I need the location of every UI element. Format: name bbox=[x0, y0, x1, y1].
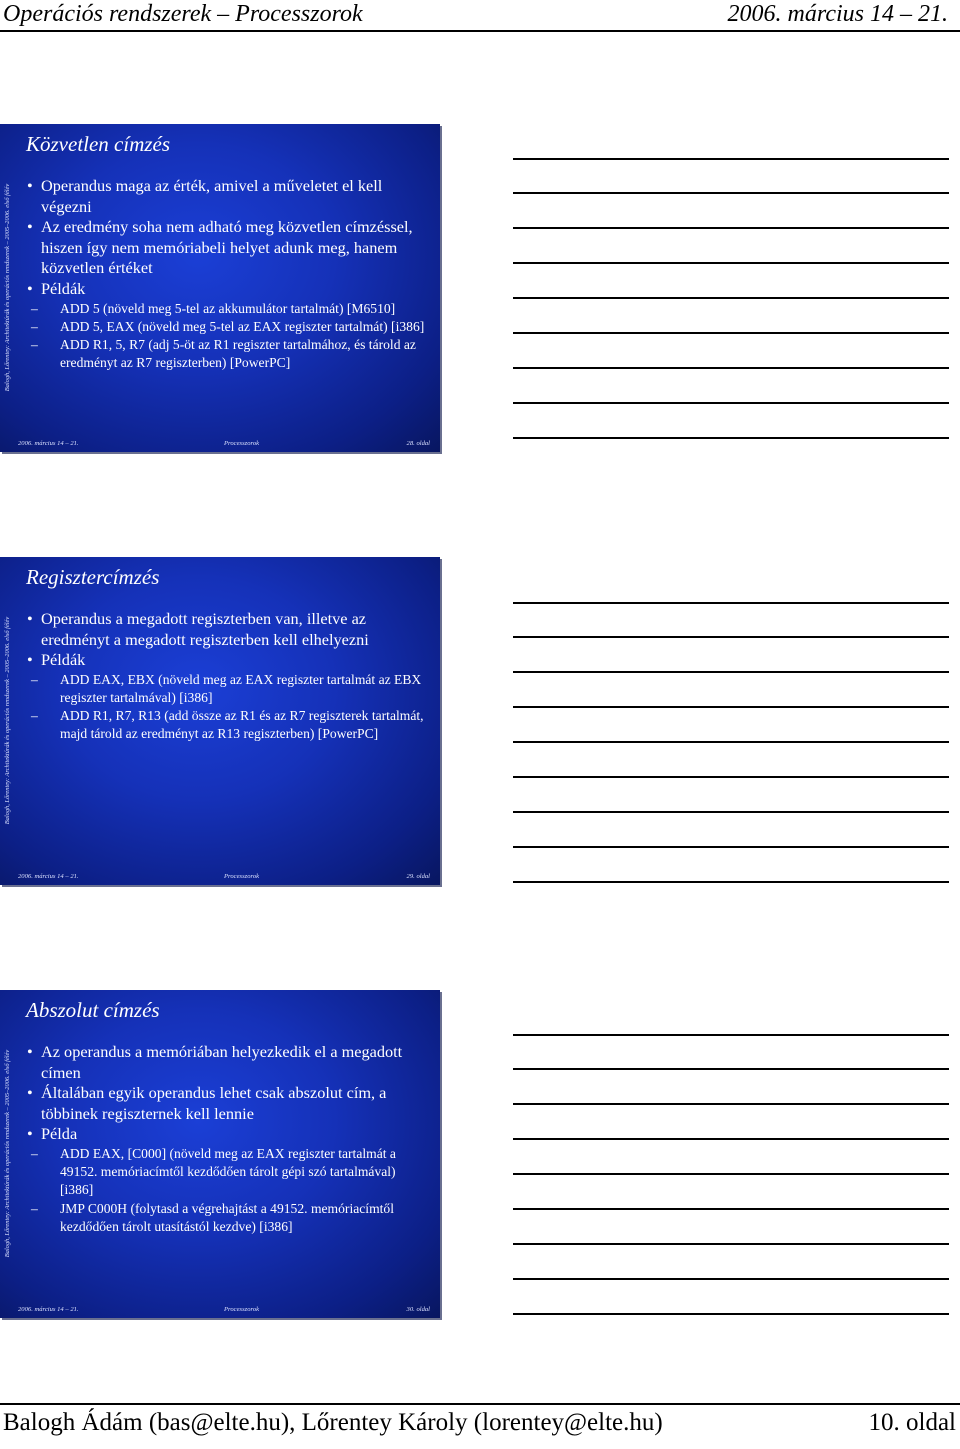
slide-30 bbox=[0, 990, 440, 1318]
slide-sidebar bbox=[2, 567, 14, 873]
slide-footer-page: 29. oldal bbox=[406, 873, 430, 880]
note-line bbox=[513, 332, 949, 334]
note-line bbox=[513, 1278, 949, 1280]
slide-footer-topic: Processzorok bbox=[224, 1306, 260, 1313]
sub-bullet: – ADD R1, R7, R13 (add össze az R1 és az R7 regiszterek tartalmát, majd tárold az eredményt az R13 regiszterben) [PowerPC] bbox=[28, 707, 428, 743]
note-line bbox=[513, 741, 949, 743]
slide-title: Regisztercímzés bbox=[26, 565, 160, 589]
bullet: • Példák bbox=[26, 650, 428, 671]
note-line bbox=[513, 1243, 949, 1245]
bullet: • Operandus maga az érték, amivel a műveletet el kell végezni bbox=[26, 176, 428, 217]
slide-body bbox=[26, 609, 428, 744]
note-line bbox=[513, 227, 949, 229]
sidebar-text: Balogh, Lőrentey: Architektúrák és operációs rendszerek – 2005–2006. első félév bbox=[4, 183, 12, 391]
sidebar-text: Balogh, Lőrentey: Architektúrák és operációs rendszerek – 2005–2006. első félév bbox=[4, 616, 12, 824]
bullet: • Az eredmény soha nem adható meg közvetlen címzéssel, hiszen így nem memóriabeli helyet adunk meg, hanem közvetlen értéket bbox=[26, 217, 428, 279]
note-line bbox=[513, 602, 949, 604]
slide-title: Abszolut címzés bbox=[26, 998, 160, 1022]
bullet: • Példa bbox=[26, 1124, 428, 1145]
slide-body bbox=[26, 176, 428, 372]
bullet: • Az operandus a memóriában helyezkedik el a megadott címen bbox=[26, 1042, 428, 1083]
header-date: 2006. március 14 – 21. bbox=[727, 1, 948, 27]
slide-footer-date: 2006. március 14 – 21. bbox=[18, 1306, 79, 1313]
note-line bbox=[513, 1068, 949, 1070]
sub-bullet: – ADD 5 (növeld meg 5-tel az akkumulátor tartalmát) [M6510] bbox=[28, 300, 428, 318]
slide-body bbox=[26, 1042, 428, 1236]
note-line bbox=[513, 1173, 949, 1175]
note-line bbox=[513, 1138, 949, 1140]
header-divider bbox=[0, 30, 960, 32]
notes-area bbox=[513, 602, 949, 902]
sub-bullet: – ADD EAX, EBX (növeld meg az EAX regiszter tartalmát az EBX regiszter tartalmával) [i386] bbox=[28, 671, 428, 707]
note-line bbox=[513, 636, 949, 638]
footer-divider bbox=[0, 1403, 960, 1405]
footer-page-number: 10. oldal bbox=[868, 1409, 956, 1436]
bullet: • Példák bbox=[26, 279, 428, 300]
sub-bullet: – ADD R1, 5, R7 (adj 5-öt az R1 regiszter tartalmához, és tárold az eredményt az R7 regiszterben) [PowerPC] bbox=[28, 336, 428, 372]
page-header bbox=[0, 0, 960, 30]
notes-area bbox=[513, 158, 949, 458]
note-line bbox=[513, 1103, 949, 1105]
slide-title: Közvetlen címzés bbox=[26, 132, 171, 156]
slide-sidebar bbox=[2, 1000, 14, 1306]
bullet: • Operandus a megadott regiszterben van, illetve az eredményt a megadott regiszterben kell elhelyezni bbox=[26, 609, 428, 650]
slide-footer-page: 28. oldal bbox=[406, 440, 430, 447]
note-line bbox=[513, 811, 949, 813]
slide-footer-topic: Processzorok bbox=[224, 440, 260, 447]
note-line bbox=[513, 846, 949, 848]
slide-footer-page: 30. oldal bbox=[406, 1306, 430, 1313]
note-line bbox=[513, 262, 949, 264]
sub-bullet: – ADD EAX, [C000] (növeld meg az EAX regiszter tartalmát a 49152. memóriacímtől kezdődően tárolt gépi szó tartalmával) [i386] bbox=[28, 1145, 428, 1200]
note-line bbox=[513, 1034, 949, 1036]
note-line bbox=[513, 1208, 949, 1210]
slide-footer-date: 2006. március 14 – 21. bbox=[18, 440, 79, 447]
slide-29 bbox=[0, 557, 440, 885]
footer-authors: Balogh Ádám (bas@elte.hu), Lőrentey Károly (lorentey@elte.hu) bbox=[3, 1409, 663, 1436]
header-title: Operációs rendszerek – Processzorok bbox=[3, 1, 363, 27]
note-line bbox=[513, 367, 949, 369]
page-footer bbox=[0, 1409, 960, 1445]
note-line bbox=[513, 776, 949, 778]
slide-footer bbox=[14, 1306, 432, 1316]
slide-28 bbox=[0, 124, 440, 452]
slide-footer-topic: Processzorok bbox=[224, 873, 260, 880]
note-line bbox=[513, 297, 949, 299]
sub-bullet: – JMP C000H (folytasd a végrehajtást a 49152. memóriacímtől kezdődően tárolt utasítástól kezdve) [i386] bbox=[28, 1200, 428, 1236]
sidebar-text: Balogh, Lőrentey: Architektúrák és operációs rendszerek – 2005–2006. első félév bbox=[4, 1049, 12, 1257]
notes-area bbox=[513, 1034, 949, 1334]
note-line bbox=[513, 158, 949, 160]
slide-footer bbox=[14, 440, 432, 450]
slide-footer-date: 2006. március 14 – 21. bbox=[18, 873, 79, 880]
note-line bbox=[513, 1313, 949, 1315]
bullet: • Általában egyik operandus lehet csak abszolut cím, a többinek regiszternek kell lennie bbox=[26, 1083, 428, 1124]
slide-sidebar bbox=[2, 134, 14, 440]
note-line bbox=[513, 192, 949, 194]
note-line bbox=[513, 437, 949, 439]
sub-bullet: – ADD 5, EAX (növeld meg 5-tel az EAX regiszter tartalmát) [i386] bbox=[28, 318, 428, 336]
note-line bbox=[513, 671, 949, 673]
slide-footer bbox=[14, 873, 432, 883]
note-line bbox=[513, 881, 949, 883]
note-line bbox=[513, 402, 949, 404]
note-line bbox=[513, 706, 949, 708]
